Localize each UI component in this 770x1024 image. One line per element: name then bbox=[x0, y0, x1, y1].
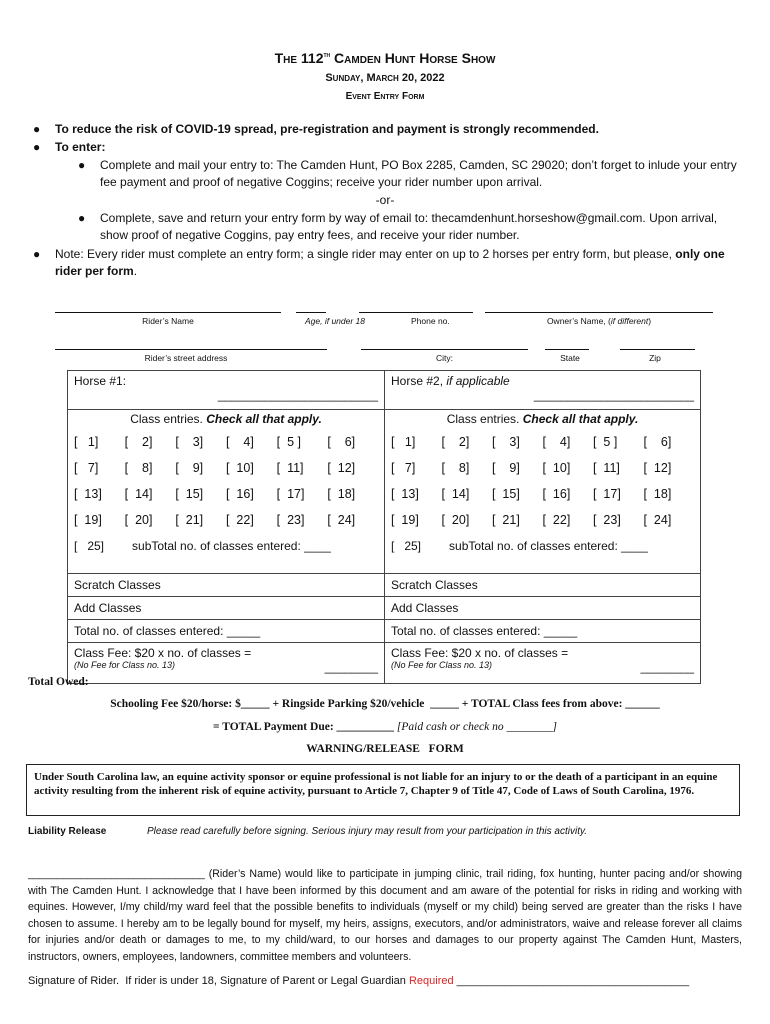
bullet-note: ● Note: Every rider must complete an entry form; a single rider may enter on up to 2 horses per entry form, but please, only one rider per form. bbox=[33, 247, 725, 278]
liability-release-label: Liability Release bbox=[28, 826, 107, 837]
horse-2-class-checkbox[interactable]: [ 11] bbox=[593, 461, 620, 475]
horse-1-label: Horse #1: bbox=[74, 374, 127, 388]
horse-1-class-checkbox[interactable]: [ 20] bbox=[124, 513, 153, 527]
horse-1-class-checkbox[interactable]: [ 23] bbox=[276, 513, 305, 527]
liability-note: Please read carefully before signing. Serious injury may result from your participation in this activity. bbox=[147, 826, 588, 837]
horse-1-class-checkbox[interactable]: [ 15] bbox=[175, 487, 204, 501]
horse-1-class-checkbox[interactable]: [ 6] bbox=[327, 435, 356, 449]
horse-1-class-checkbox[interactable]: [ 24] bbox=[327, 513, 356, 527]
horse-2-class-checkbox[interactable]: [ 10] bbox=[542, 461, 571, 475]
phone-field[interactable] bbox=[359, 312, 473, 313]
horse-2-class-checkbox[interactable]: [ 4] bbox=[542, 435, 571, 449]
horse-2-class-grid bbox=[391, 429, 694, 533]
phone-label: Phone no. bbox=[411, 316, 450, 326]
horse-2-class-checkbox[interactable]: [ 17] bbox=[593, 487, 621, 501]
horse-2-class-checkbox[interactable]: [ 1] bbox=[391, 435, 416, 449]
horse-2-class-checkbox[interactable]: [ 16] bbox=[542, 487, 571, 501]
horse-2-class-fee[interactable] bbox=[385, 643, 701, 684]
horse-1-subtotal: subTotal no. of classes entered: ____ bbox=[132, 539, 331, 553]
horse-2-class-checkbox[interactable]: [ 24] bbox=[643, 513, 672, 527]
bullet-email-entry: ● Complete, save and return your entry form by way of email to: thecamdenhunt.horseshow@gmail.com. Upon arrival, show proof of negative Coggins, pay entry fees, and receive your rider number. bbox=[78, 211, 718, 242]
horse-2-subtotal: subTotal no. of classes entered: ____ bbox=[449, 539, 648, 553]
horse-1-total-classes[interactable]: Total no. of classes entered: _____ bbox=[68, 620, 385, 643]
horse-2-class-checkbox[interactable]: [ 8] bbox=[441, 461, 470, 475]
zip-label: Zip bbox=[649, 353, 661, 363]
horse-1-class-checkbox[interactable]: [ 1] bbox=[74, 435, 99, 449]
age-field[interactable] bbox=[296, 312, 326, 313]
warning-release-heading: WARNING/RELEASE FORM bbox=[306, 743, 464, 755]
horse-2-label: Horse #2, if applicable bbox=[391, 374, 510, 388]
horse-2-class-checkbox[interactable]: [ 21] bbox=[492, 513, 520, 527]
horse-2-fee-blank: ________ bbox=[640, 660, 694, 674]
horse-1-class-checkbox[interactable]: [ 8] bbox=[124, 461, 153, 475]
city-field[interactable] bbox=[361, 349, 528, 350]
riders-name-label: Rider’s Name bbox=[142, 316, 194, 326]
horse-2-classes bbox=[385, 410, 701, 574]
street-address-label: Rider’s street address bbox=[144, 353, 228, 363]
horse-2-class-checkbox[interactable]: [ 15] bbox=[492, 487, 520, 501]
horse-2-class-checkbox[interactable]: [ 19] bbox=[391, 513, 419, 527]
state-label: State bbox=[560, 353, 580, 363]
horse-2-fee-label: Class Fee: $20 x no. of classes = bbox=[391, 646, 569, 660]
horse-1-class-checkbox[interactable]: [ 18] bbox=[327, 487, 356, 501]
horse-1-fee-blank: ________ bbox=[324, 660, 378, 674]
horse-2-class-checkbox[interactable]: [ 5 ] bbox=[593, 435, 618, 449]
horse-2-class-checkbox[interactable]: [ 20] bbox=[441, 513, 470, 527]
show-date: Sunday, March 20, 2022 bbox=[325, 72, 445, 84]
horse-2-add-classes[interactable]: Add Classes bbox=[385, 597, 701, 620]
horse-1-fee-label: Class Fee: $20 x no. of classes = bbox=[74, 646, 252, 660]
fees-line[interactable]: Schooling Fee $20/horse: $_____ + Ringside Parking $20/vehicle _____ + TOTAL Class fees from above: ______ bbox=[110, 698, 660, 710]
horse-2-name-cell[interactable] bbox=[385, 371, 701, 410]
horse-2-class-checkbox[interactable]: [ 7] bbox=[391, 461, 416, 475]
horse-1-no-fee-note: (No Fee for Class no. 13) bbox=[74, 660, 176, 670]
horse-2-class-checkbox[interactable]: [ 12] bbox=[643, 461, 672, 475]
horse-2-class-heading: Class entries. Check all that apply. bbox=[446, 412, 639, 426]
horse-2-class-checkbox[interactable]: [ 23] bbox=[593, 513, 621, 527]
class-entries-table bbox=[67, 370, 701, 684]
horse-1-class-checkbox[interactable]: [ 22] bbox=[226, 513, 254, 527]
horse-1-subtotal-row bbox=[74, 533, 378, 559]
horse-1-class-checkbox[interactable]: [ 3] bbox=[175, 435, 204, 449]
horse-1-class-checkbox[interactable]: [ 17] bbox=[276, 487, 305, 501]
horse-2-class-25-checkbox[interactable]: [ 25] bbox=[391, 539, 422, 553]
horse-1-class-checkbox[interactable]: [ 11] bbox=[276, 461, 304, 475]
horse-1-class-checkbox[interactable]: [ 16] bbox=[226, 487, 254, 501]
total-payment-due[interactable]: = TOTAL Payment Due: __________ [Paid cash or check no ________] bbox=[213, 721, 557, 733]
city-label: City: bbox=[436, 353, 453, 363]
or-separator: -or- bbox=[375, 193, 395, 207]
horse-1-class-checkbox[interactable]: [ 9] bbox=[175, 461, 204, 475]
horse-2-class-checkbox[interactable]: [ 18] bbox=[643, 487, 672, 501]
bullet-to-enter: ● To enter: bbox=[33, 140, 106, 154]
horse-2-class-checkbox[interactable]: [ 2] bbox=[441, 435, 470, 449]
horse-1-class-checkbox[interactable]: [ 12] bbox=[327, 461, 356, 475]
horse-1-name-blank: ________________________ bbox=[217, 388, 378, 402]
horse-1-class-checkbox[interactable]: [ 7] bbox=[74, 461, 99, 475]
horse-1-class-checkbox[interactable]: [ 10] bbox=[226, 461, 254, 475]
horse-1-add-classes[interactable]: Add Classes bbox=[68, 597, 385, 620]
owners-name-field[interactable] bbox=[485, 312, 713, 313]
horse-1-class-checkbox[interactable]: [ 21] bbox=[175, 513, 204, 527]
age-label: Age, if under 18 bbox=[304, 316, 365, 326]
horse-1-class-fee[interactable] bbox=[68, 643, 385, 684]
horse-2-class-checkbox[interactable]: [ 3] bbox=[492, 435, 520, 449]
horse-2-class-checkbox[interactable]: [ 9] bbox=[492, 461, 520, 475]
total-owed-label: Total Owed: bbox=[28, 676, 89, 688]
signature-line[interactable]: Signature of Rider. If rider is under 18, Signature of Parent or Legal Guardian Required ______________________________________ bbox=[28, 975, 690, 987]
street-address-field[interactable] bbox=[55, 349, 327, 350]
liability-paragraph: ______________________________ (Rider’s Name) would like to participate in jumping clinic, trail riding, fox hunting, hunter pacing and/or showing with The Camden Hunt. I acknowledge that I have been informed by this document and am aware of the potential for risks in riding and working with equines. However, I/my child/my ward feel that the possible benefits to individuals (myself or my child) being served are greater than the risks I have chosen to assume. I hereby am to be legally bound for myself, my heirs, assigns, executors, and/or administrators, waive and release forever all claims for injuries and/or death or damages to me, to my child/ward, to our horses and damages to our property against The Camden Hunt, Masters, instructors, owners, employees, landowners, committee members and volunteers. bbox=[28, 868, 742, 963]
bullet-mail-entry: ● Complete and mail your entry to: The Camden Hunt, PO Box 2285, Camden, SC 29020; don’t forget to inlude your entry fee payment and proof of negative Coggins; receive your rider number upon arrival. bbox=[78, 158, 737, 189]
zip-field[interactable] bbox=[620, 349, 695, 350]
horse-2-name-blank: ________________________ bbox=[533, 388, 694, 402]
horse-2-class-checkbox[interactable]: [ 14] bbox=[441, 487, 470, 501]
horse-2-total-classes[interactable]: Total no. of classes entered: _____ bbox=[385, 620, 701, 643]
horse-2-class-checkbox[interactable]: [ 6] bbox=[643, 435, 672, 449]
horse-1-class-25-checkbox[interactable]: [ 25] bbox=[74, 539, 105, 553]
sc-law-warning-box: Under South Carolina law, an equine activity sponsor or equine professional is not liable for an injury to or the death of a participant in an equine activity resulting from the inherent risk of equine activity, pursuant to Article 7, Chapter 9 of Title 47, Code of Laws of South Carolina, 1976. bbox=[26, 764, 740, 816]
owners-name-label: Owner’s Name, (if different) bbox=[546, 316, 652, 326]
horse-1-class-checkbox[interactable]: [ 5 ] bbox=[276, 435, 301, 449]
state-field[interactable] bbox=[545, 349, 589, 350]
horse-1-class-checkbox[interactable]: [ 14] bbox=[124, 487, 153, 501]
form-title: The 112th Camden Hunt Horse Show bbox=[274, 50, 496, 66]
bullet-covid: ● To reduce the risk of COVID-19 spread, pre-registration and payment is strongly recommended. bbox=[33, 122, 599, 136]
horse-1-scratch-classes[interactable]: Scratch Classes bbox=[68, 574, 385, 597]
horse-1-classes bbox=[68, 410, 385, 574]
horse-1-class-grid bbox=[74, 429, 378, 533]
horse-2-scratch-classes[interactable]: Scratch Classes bbox=[385, 574, 701, 597]
horse-2-class-checkbox[interactable]: [ 13] bbox=[391, 487, 419, 501]
horse-1-class-checkbox[interactable]: [ 2] bbox=[124, 435, 153, 449]
form-name: Event Entry Form bbox=[345, 91, 425, 102]
riders-name-field[interactable] bbox=[55, 312, 281, 313]
horse-2-class-checkbox[interactable]: [ 22] bbox=[542, 513, 571, 527]
horse-2-no-fee-note: (No Fee for Class no. 13) bbox=[391, 660, 493, 670]
required-marker: Required bbox=[408, 975, 454, 987]
horse-1-name-cell[interactable] bbox=[68, 371, 385, 410]
horse-1-class-heading: Class entries. Check all that apply. bbox=[130, 412, 322, 426]
horse-2-subtotal-row bbox=[391, 533, 694, 559]
horse-1-class-checkbox[interactable]: [ 19] bbox=[74, 513, 102, 527]
horse-1-class-checkbox[interactable]: [ 13] bbox=[74, 487, 102, 501]
horse-1-class-checkbox[interactable]: [ 4] bbox=[226, 435, 254, 449]
